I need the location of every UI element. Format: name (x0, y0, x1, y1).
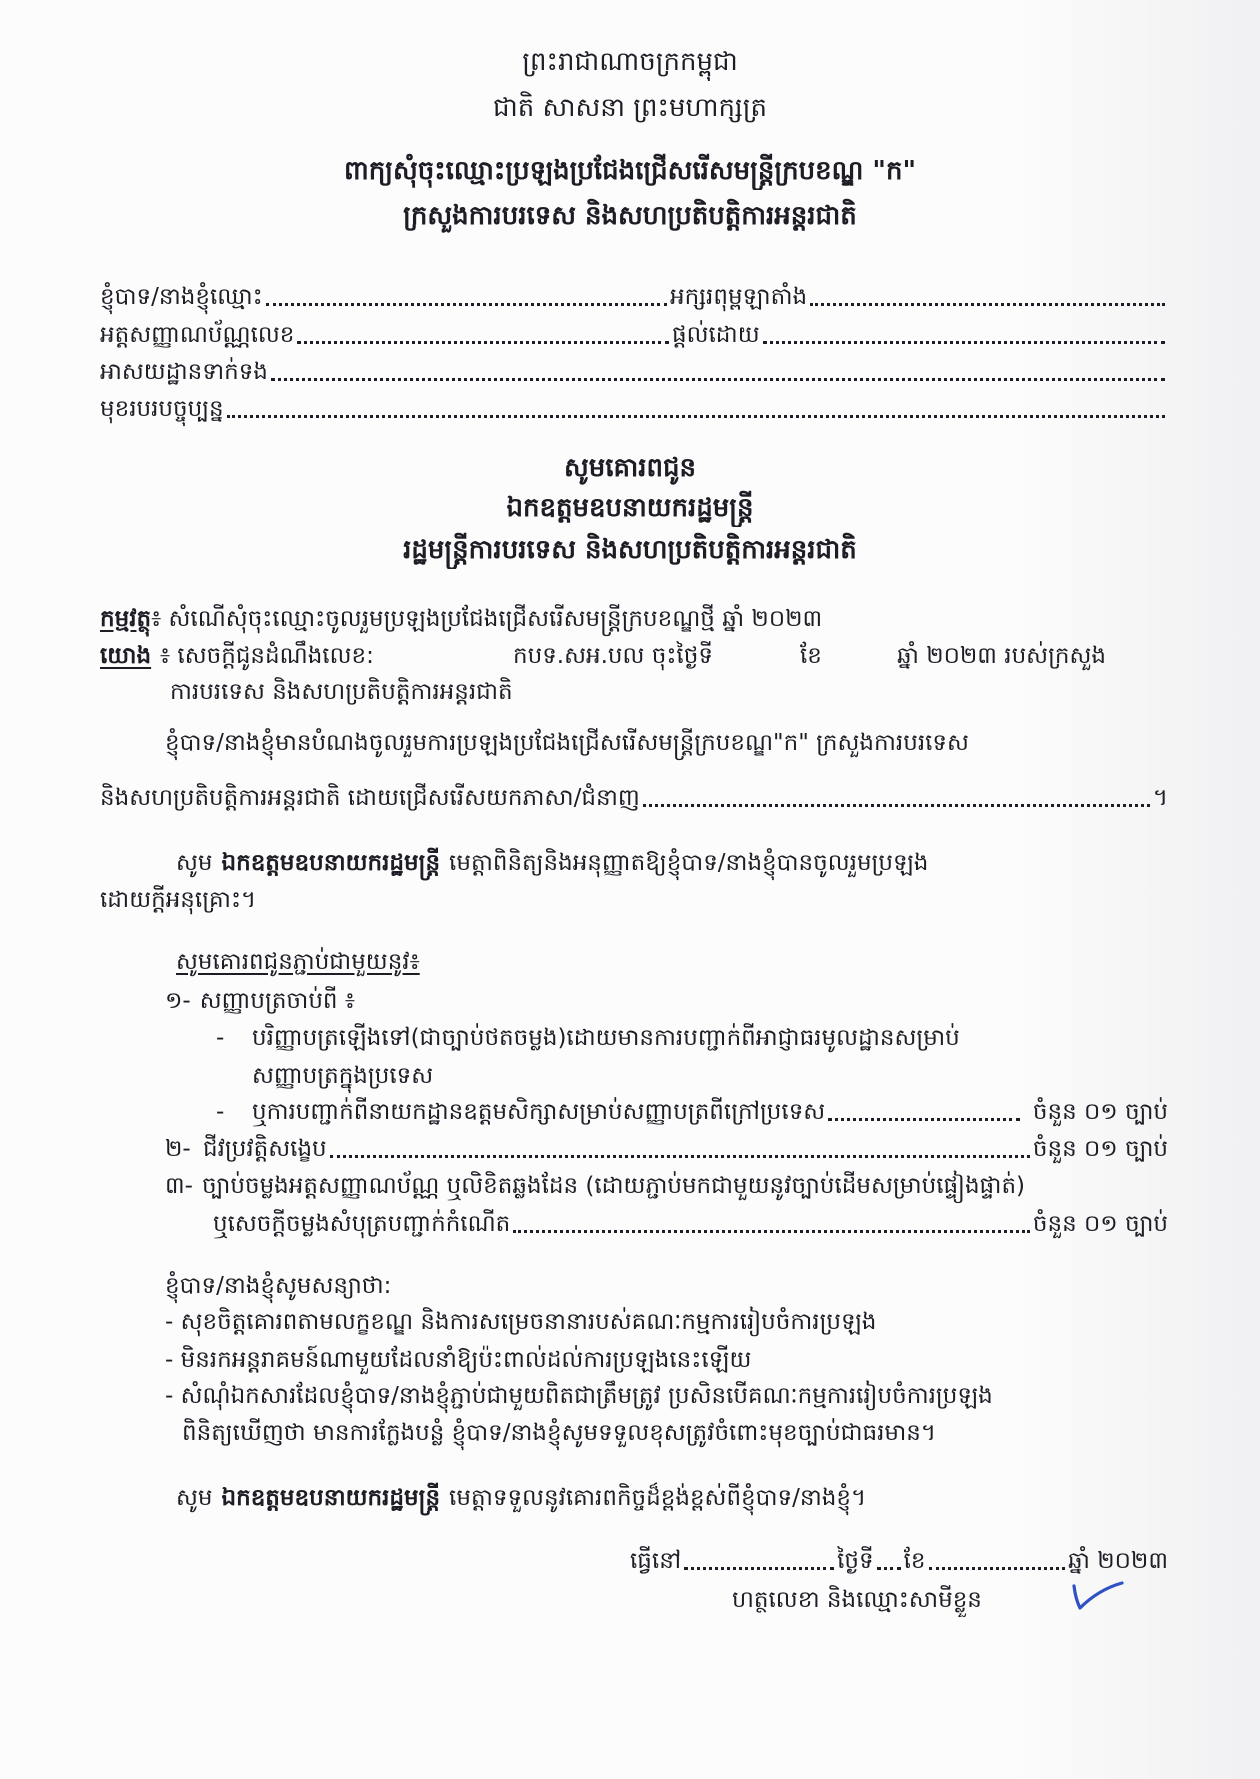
request-line-1 (176, 844, 1168, 882)
request-line-2: ដោយក្តីអនុគ្រោះ។ (100, 887, 257, 913)
id-card-blank (297, 341, 669, 344)
handwritten-tick-icon (1068, 1578, 1128, 1614)
attachment-identity-line-1 (165, 1167, 1168, 1205)
closing-prefix: សូម (176, 1485, 213, 1511)
address-row (100, 353, 1168, 391)
applicant-name-row (100, 278, 1168, 316)
request-text: មេត្តាពិនិត្យនិងអនុញ្ញាតឱ្យខ្ញុំបាទ/នាងខ្ញុំបានចូលរួមប្រឡង (449, 850, 929, 876)
year-text: ឆ្នាំ ២០២៣ (1068, 1548, 1168, 1574)
occupation-label: មុខរបរបច្ចុប្បន្ន (100, 396, 224, 422)
addressee-position: រដ្ឋមន្ត្រីការបរទេស និងសហប្រតិបត្តិការអន្តរជាតិ (403, 535, 857, 565)
addressee-salutation: សូមគោរពជូន (563, 453, 697, 483)
ministry-title: ក្រសួងការបរទេស និងសហប្រតិបត្តិការអន្តរជាតិ (403, 201, 857, 231)
intent-line-2-text: និងសហប្រតិបត្តិការអន្តរជាតិ ដោយជ្រើសរើសយកភាសា/ជំនាញ (100, 785, 640, 811)
attachment-identity-number: ៣- (165, 1173, 193, 1199)
attachment-cv-number: ២- (165, 1136, 191, 1162)
address-blank (271, 378, 1165, 381)
day-label: ថ្ងៃទី (837, 1548, 874, 1574)
diploma-foreign-text: ឬការបញ្ជាក់ពីនាយកដ្ឋានឧត្តមសិក្សាសម្រាប់សញ្ញាបត្រពីក្រៅប្រទេស (252, 1099, 826, 1125)
occupation-blank (227, 415, 1165, 418)
intent-line-1: ខ្ញុំបាទ/នាងខ្ញុំមានបំណងចូលរួមការប្រឡងប្រជែងជ្រើសរើសមន្ត្រីក្របខណ្ឌ"ក" ក្រសួងការបរទេស (165, 730, 969, 756)
applicant-name-blank (266, 303, 667, 306)
date-place-line (630, 1542, 1168, 1580)
issued-by-blank (763, 341, 1165, 344)
pledge-item: - សុខចិត្តគោរពតាមលក្ខខណ្ឌ និងការសម្រេចនានារបស់គណៈកម្មការរៀបចំការប្រឡង (165, 1309, 877, 1335)
signature-label: ហត្ថលេខា និងឈ្មោះសាមីខ្លួន (732, 1587, 982, 1613)
subject-line (100, 600, 1168, 638)
intent-line-2 (100, 779, 1168, 817)
latin-name-blank (810, 303, 1165, 306)
applicant-name-field (100, 278, 670, 316)
reference-year: ឆ្នាំ ២០២៣ របស់ក្រសួង (897, 643, 1107, 669)
reference-label: យោង (100, 643, 152, 669)
month-label: ខែ (903, 1548, 926, 1574)
attachment-identity-text: ច្បាប់ចម្លងអត្តសញ្ញាណប័ណ្ណ ឬលិខិតឆ្លងដែន (ដោយភ្ជាប់មកជាមួយនូវច្បាប់ដើមសម្រាប់ផ្ទៀងផ្ទាត់) (201, 1173, 1026, 1199)
day-blank (877, 1567, 901, 1570)
applicant-name-label: ខ្ញុំបាទ/នាងខ្ញុំឈ្មោះ (100, 284, 263, 310)
made-at-label: ធ្វើនៅ (630, 1548, 682, 1574)
reference-continuation: ការបរទេស និងសហប្រតិបត្តិការអន្តរជាតិ (170, 679, 513, 705)
diploma-domestic-line-1 (216, 1019, 1168, 1057)
skill-blank (643, 804, 1150, 807)
month-blank (929, 1567, 1066, 1570)
place-blank (684, 1567, 834, 1570)
request-honorific: ឯកឧត្តមឧបនាយករដ្ឋមន្ត្រី (221, 850, 441, 876)
diploma-count: ចំនួន ០១ ច្បាប់ (1032, 1099, 1168, 1125)
pledge-continuation: ពិនិត្យឃើញថា មានការក្លែងបន្លំ ខ្ញុំបាទ/នាងខ្ញុំសូមទទួលខុសត្រូវចំពោះមុខច្បាប់ជាធរមាន។ (182, 1420, 937, 1446)
diploma-domestic-dash: - (216, 1025, 225, 1051)
pledge-heading: ខ្ញុំបាទ/នាងខ្ញុំសូមសន្យាថា: (165, 1273, 392, 1299)
attachment-cv-count: ចំនួន ០១ ច្បាប់ (1032, 1136, 1168, 1162)
attachment-diploma (165, 982, 1168, 1020)
attachment-identity-alt: ឬសេចក្តីចម្លងសំបុត្របញ្ជាក់កំណើត (213, 1211, 511, 1237)
closing-honorific: ឯកឧត្តមឧបនាយករដ្ឋមន្ត្រី (221, 1485, 441, 1511)
diploma-foreign-dash: - (216, 1099, 225, 1125)
diploma-domestic-text: បរិញ្ញាបត្រឡើងទៅ(ជាច្បាប់ថតចម្លង)ដោយមានការបញ្ជាក់ពីអាជ្ញាធរមូលដ្ឋានសម្រាប់ (252, 1025, 960, 1051)
latin-name-label: អក្សរពុម្ពឡាតាំង (670, 284, 808, 310)
issued-by-field (672, 316, 1168, 354)
form-title: ពាក្យសុំចុះឈ្មោះប្រឡងប្រជែងជ្រើសរើសមន្ត្រីក្របខណ្ឌ "ក" (343, 156, 916, 186)
attachment-identity-count: ចំនួន ០១ ច្បាប់ (1032, 1211, 1168, 1237)
attachments-heading: សូមគោរពជូនភ្ជាប់ជាមួយនូវ៖ (176, 949, 420, 975)
pledge-item: - សំណុំឯកសារដែលខ្ញុំបាទ/នាងខ្ញុំភ្ជាប់ជាមួយពិតជាត្រឹមត្រូវ ប្រសិនបើគណៈកម្មការរៀបចំការប្រឡង (165, 1383, 993, 1409)
id-card-row (100, 316, 1168, 354)
subject-text: ៖ សំណើសុំចុះឈ្មោះចូលរួមប្រឡងប្រជែងជ្រើសរើសមន្ត្រីក្របខណ្ឌថ្មី ឆ្នាំ ២០២៣ (151, 606, 823, 632)
reference-line (100, 637, 1168, 675)
reference-notice: ៖ សេចក្តីជូនដំណឹងលេខ: (160, 643, 374, 669)
pledge-item: - មិនរកអន្តរាគមន៍ណាមួយដែលនាំឱ្យប៉ះពាល់ដល់ការប្រឡងនេះឡើយ (165, 1347, 752, 1373)
diploma-foreign-leader (828, 1118, 1020, 1121)
attachment-cv-label: ជីវប្រវត្តិសង្ខេប (203, 1136, 327, 1162)
occupation-row (100, 390, 1168, 428)
id-card-label: អត្តសញ្ញាណប័ណ្ណលេខ (100, 322, 295, 348)
id-card-field (100, 316, 672, 354)
closing-line (176, 1479, 1168, 1517)
attachment-identity-leader (513, 1230, 1030, 1233)
diploma-domestic-line-2: សញ្ញាបត្រក្នុងប្រទេស (252, 1063, 434, 1089)
closing-text: មេត្តាទទួលនូវគោរពកិច្ចដ៏ខ្ពង់ខ្ពស់ពីខ្ញុំបាទ/នាងខ្ញុំ។ (449, 1485, 867, 1511)
reference-month: ខែ (800, 643, 822, 669)
reference-code-dated: កបទ.សអ.បល ចុះថ្ងៃទី (513, 643, 713, 669)
national-motto: ជាតិ សាសនា ព្រះមហាក្សត្រ (493, 93, 767, 123)
attachment-cv (165, 1130, 1168, 1168)
issued-by-label: ផ្តល់ដោយ (672, 322, 760, 348)
kingdom-heading: ព្រះរាជាណាចក្រកម្ពុជា (522, 47, 738, 77)
addressee-honorific: ឯកឧត្តមឧបនាយករដ្ឋមន្ត្រី (506, 493, 754, 523)
address-label: អាសយដ្ឋានទាក់ទង (100, 359, 268, 385)
intent-end-mark: ។ (1152, 785, 1168, 811)
latin-name-field (670, 278, 1168, 316)
attachment-diploma-label: សញ្ញាបត្រចាប់ពី ៖ (199, 988, 355, 1014)
attachment-cv-leader (330, 1155, 1030, 1158)
subject-label: កម្មវត្ថុ (100, 606, 152, 632)
attachment-diploma-number: ១- (165, 988, 191, 1014)
request-prefix: សូម (176, 850, 213, 876)
diploma-foreign-line (216, 1093, 1168, 1131)
attachment-identity-line-2 (213, 1205, 1168, 1243)
